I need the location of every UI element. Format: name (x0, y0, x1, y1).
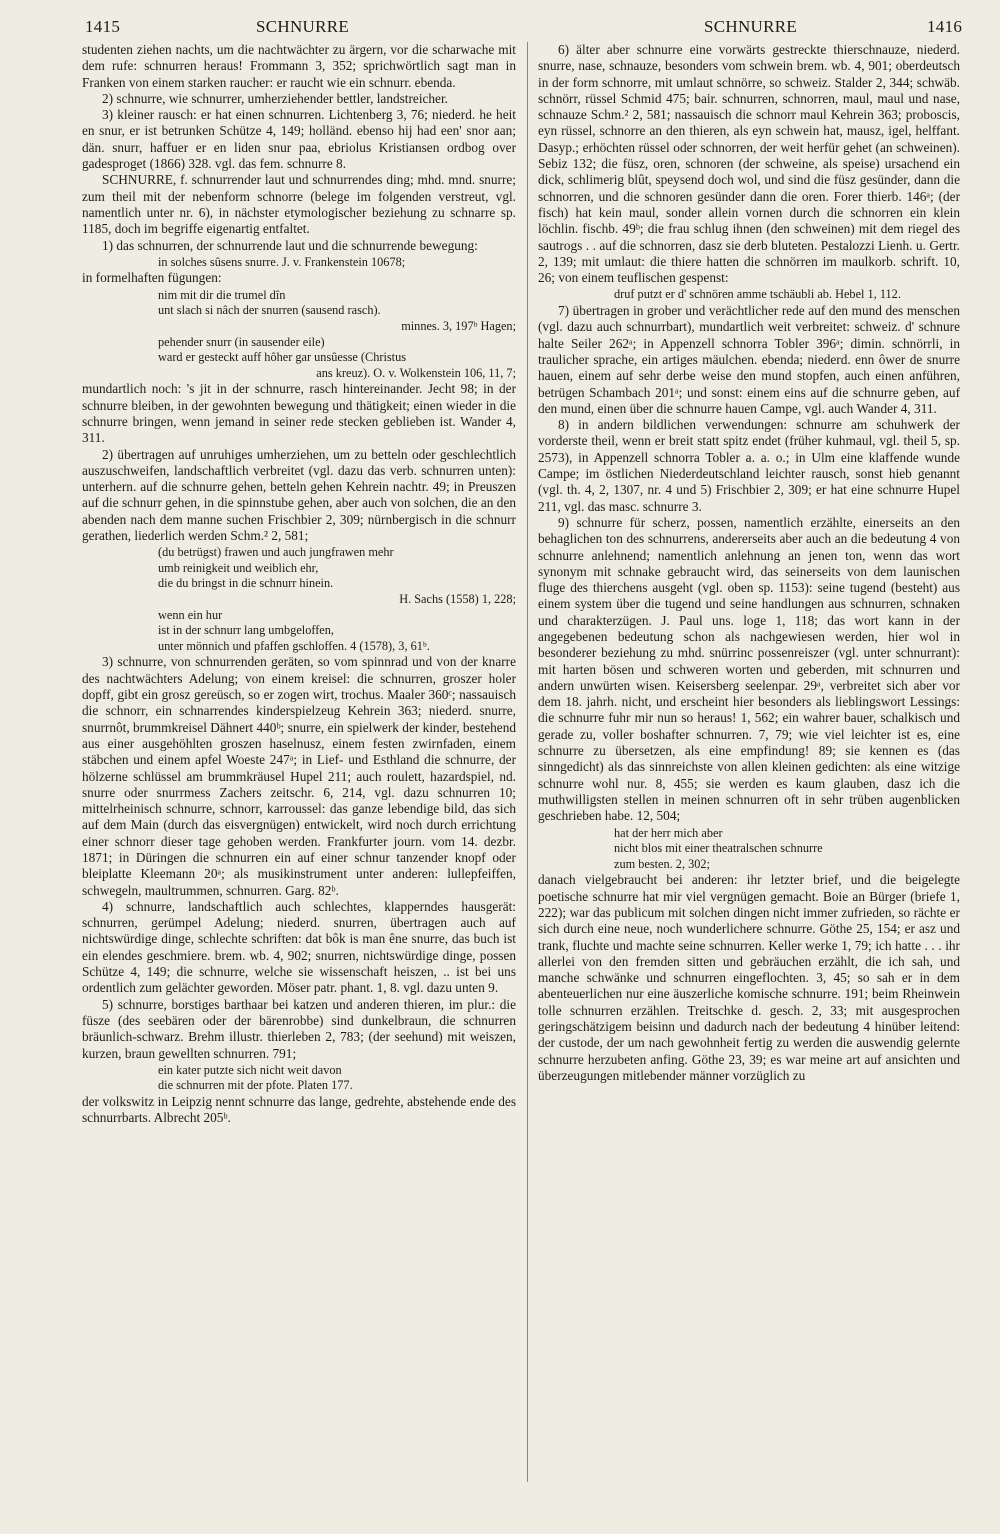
left-running-head: SCHNURRE (256, 17, 350, 36)
column-divider (527, 42, 528, 1482)
quotation-line: pehender snurr (in sausender eile) (158, 334, 325, 349)
quotation-line: unt slach si nâch der snurren (sausend rasch). (158, 303, 381, 318)
paragraph: in formelhaften fügungen: (82, 270, 222, 286)
paragraph: 2) schnurre, wie schnurrer, umherziehender bettler, landstreicher. (102, 90, 448, 106)
right-column (538, 42, 960, 1084)
quotation-line: ward er gesteckt auff hôher gar unsûesse (Christus (158, 350, 407, 365)
quotation-line: umb reinigkeit und weiblich ehr, (158, 560, 319, 575)
paragraph: mundartlich noch: 's jit in der schnurre, rasch hintereinander. Jecht 98; in der schnurre bleiben, in der gewohnten bewegung und thätigkeit; einen wieder in die schnurre bringen, wenn jemand in seiner rede stecken geblieben ist. Wander 4, 311. (82, 381, 516, 446)
paragraph: 5) schnurre, borstiges barthaar bei katzen und anderen thieren, im plur.: die füsze (des seebären oder der bärenrobbe) sind dunkelbraun, die schnurren bräunlich-schwarz. Brehm illustr. thierleben 2, 783; (der seehund) mit weiszen, kurzen, braun gewellten schnurren. 791; (82, 996, 516, 1061)
paragraph: studenten ziehen nachts, um die nachtwächter zu ärgern, vor die scharwache mit dem rufe: schnurren heraus! Frommann 3, 352; sprichwörtlich sagt man in Franken von einem starken raucher: er raucht wie ein schnurr. ebenda. (82, 42, 516, 90)
quotation-line: wenn ein hur (158, 607, 223, 622)
quotation-line: minnes. 3, 197ᵇ Hagen; (401, 318, 516, 333)
paragraph: 9) schnurre für scherz, possen, namentlich erzählte, einerseits an den behaglichen ton des schnurrens, andererseits aber auch an die bedeutung 4 von schnurre anlehnend; namentlich anlehnung an jenen ton, wenn das wort synonym mit schnake gebraucht wird, das seinerseits von dem launischen fluge des thierchens ausgeht (vgl. oben sp. 1153): seine tugend (besteht) aus einem system über die tugend und seine handlungen aus schnurren, schnaken und charakterzügen. J. Paul uns. loge 1, 118; das wort kann in der angegebenen bedeutung schon als nachgewiesen werden, hier wol in besonderer beziehung zu mhd. snürrinc possenreiszer (vgl. unter schnurrant): mit harten bösen und schweren worten und geberden, mit schnurren und andern unwürten wisen. Keisersberg seelenpar. 29ᵃ, verbreitet sich aber vor dem 18. jahrh. nicht, und erscheint hier besonders als lieblingswort Lessings: die schnurre fuhr mir nun so heraus! 1, 562; ein wahrer bauer, schalkisch und gerade zu, voller boshafter schnurren. 7, 79; wie viel leichter ist es, eine schnurre zu übersetzen, als eine empfindung! 89; sie kennen es (das sinngedicht) als das sinnreichste von allen kleinen gedichten: als eine witzige schnurre wohl nur. 8, 455; sie werden es kaum glauben, dasz ich die muthwilligsten stellen in meinen schnurren oft in sehr trüben augenblicken geschrieben habe. 12, 504; (538, 514, 960, 824)
paragraph: danach vielgebraucht bei anderen: ihr letzter brief, und die beigelegte poetische schnurre hat mir viel vergnügen gemacht. Boie an Bürger (briefe 1, 222); war das publicum mit solchen dingen nicht immer zufrieden, so rächte er sich durch eine neue, noch wunderlichere schnurre. Göthe 25, 154; er asz und trank, fluchte und machte seine schnurren. Keller werke 1, 79; ich hatte . . . ihr allerlei von den fremden sitten und gebräuchen erzählt, die ich sah, und manche schwänke und schnurren eingeflochten. 3, 45; so sah er in dem abenteuerlichen nur eine äuszerliche komische schnurre. 191; beim Rheinwein tolle schnurren erzählen. Treitschke d. gesch. 2, 33; mit ausgesprochen geringschätzigem beisinn und dadurch nach der bedeutung 4 hinüber leitend: der custode, der um nach gewohnheit fertig zu werden die auswendig gelernte schnurre herzubeten anfing. Göthe 23, 39; es war meine art auf ansichten und überzeugungen mitlebender männer vorzüglich zu (538, 872, 960, 1083)
quotation-line: ein kater putzte sich nicht weit davon (158, 1062, 342, 1077)
quotation-line: zum besten. 2, 302; (614, 856, 710, 871)
paragraph: 8) in andern bildlichen verwendungen: schnurre am schuhwerk der vorderste theil, wenn er breit statt spitz endet (früher kuhmaul, vgl. theil 5, sp. 2573), in Appenzell schnorra Tobler a. a. o.; in Ulm eine klaffende wunde Campe; im östlichen Niederdeutschland leichter rausch, sonst hieb genannt (vgl. th. 4, 2, 1307, nr. 4 und 5) Frischbier 2, 309; er hat eine schnurre Hupel 211, vgl. das masc. schnurre 3. (538, 417, 960, 514)
right-running-head: SCHNURRE (704, 17, 798, 36)
quotation-line: druf putzt er d' schnören amme tschäubli ab. Hebel 1, 112. (614, 287, 901, 302)
quotation-line: ans kreuz). O. v. Wolkenstein 106, 11, 7; (316, 365, 516, 380)
left-column (82, 42, 516, 1127)
quotation-line: (du betrügst) frawen und auch jungfrawen mehr (158, 545, 394, 560)
paragraph: 2) übertragen auf unruhiges umherziehen, um zu betteln oder geschlechtlich auszuschweifen, landschaftlich verbreitet (vgl. dazu das verb. schnurren unten): unterhern. auf die schnurre gehen, betteln gehen Kehrein nachtr. 49; in Preuszen auf die schnurr gehen, in die spinnstube gehen, aber auch von solchen, die an den abenden nach dem manne suchen Frischbier 2, 309; nürnbergisch in die schnurr gerathen, liederlich werden Schm.² 2, 581; (82, 446, 516, 543)
quotation-line: nicht blos mit einer theatralschen schnurre (614, 841, 823, 856)
quotation-line: in solches sûsens snurre. J. v. Frankenstein 10678; (158, 254, 406, 269)
quotation-line: ist in der schnurr lang umbgeloffen, (158, 623, 334, 638)
paragraph: SCHNURRE, f. schnurrender laut und schnurrendes ding; mhd. mnd. snurre; zum theil mit der nebenform schnorre (belege im folgenden verstreut, vgl. namentlich unter nr. 6), in nächster etymologischer beziehung zu schnarre sp. 1185, doch im begriffe eigenartig entfaltet. (82, 172, 516, 237)
left-page-number: 1415 (85, 17, 121, 36)
paragraph: 3) schnurre, von schnurrenden geräten, so vom spinnrad und von der knarre des nachtwächters Adelung; von einem kreisel: die schnurren, groszer holer dopff, gibt ein grosz gereüsch, so er zogen wirt, trochus. Maaler 360ᶜ; nassauisch die schnorr, ein schnarrendes kinderspielzeug Kehrein 363; niederd. snurre, snurrnôt, brummkreisel Dähnert 440ᵇ; snurre, ein spielwerk der kinder, bestehend aus einer ausgehöhlten groszen haselnusz, einem festen zwirnfaden, einem stäbchen und einem apfel Woeste 247ᵃ; in Lief- und Esthland die schnurre, der hölzerne schlüssel am brummkräusel Hupel 211; auch roulett, hazardspiel, nd. snurre oder snurrmess Zachers zeitschr. 6, 214, vgl. dazu schnurren 10; mittelrheinisch schnurre, schnorr, karroussel: das ganze lebendige bild, das sich auf dem Main (durch das eisvergnügen) entwickelt, wird noch durch errichtung einer schnorr dieser tage gehoben werden. Frankfurter journ. vom 14. dezbr. 1871; in Düringen die schnurren ein auf einer schnur tanzender knopf oder bleiplatte Kleemann 20ᵃ; als musikinstrument unter anderen: lullepfeiffen, schwegeln, maultrummen, schnurren. Garg. 82ᵇ. (82, 654, 516, 898)
quotation-line: nim mit dir die trumel dîn (158, 287, 286, 302)
paragraph: 7) übertragen in grober und verächtlicher rede auf den mund des menschen (vgl. dazu auch schnurrbart), mundartlich weit verbreitet: schweiz. d' schnure halte Seiler 262ᵃ; in Appenzell schnorra Tobler 396ᵃ; dimin. schnörrli, in traulicher sprache, ein artiges mäulchen. ebenda; niederd. enn ôwer de snurre hauen, einem auf sehr derbe weise den mund stopfen, auch einen anführen, betrügen Schambach 201ᵃ; und sonst: einem eins auf die schnurre geben, auf den mund, einen über die schnurre hauen Campe, vgl. auch Wander 4, 311. (538, 303, 960, 416)
quotation-line: die schnurren mit der pfote. Platen 177. (158, 1078, 353, 1093)
quotation-line: hat der herr mich aber (614, 825, 723, 840)
paragraph: 1) das schnurren, der schnurrende laut und die schnurrende bewegung: (102, 237, 478, 253)
paragraph: der volkswitz in Leipzig nennt schnurre das lange, gedrehte, abstehende ende des schnurrbarts. Albrecht 205ᵇ. (82, 1094, 516, 1126)
quotation-line: die du bringst in die schnurr hinein. (158, 576, 334, 591)
right-page-number: 1416 (927, 17, 963, 36)
paragraph: 4) schnurre, landschaftlich auch schlechtes, klapperndes hausgerät: schnurren, gerümpel Adelung; niederd. snurren, übertragen auch auf nichtswürdige dinge, schlechte schriften: dat bôk is man êne snurre, das buch ist ein elendes geschmiere. brem. wb. 4, 902; snurren, nichtswürdige dinge, possen Schütze 4, 149; die schnurre, welche sie wissenschaft heiszen, .. ist bei uns ordentlich zum gelächter geworden. Möser patr. phant. 1, 8. vgl. dazu unten 9. (82, 898, 516, 996)
quotation-line: unter mönnich und pfaffen gschloffen. 4 (1578), 3, 61ᵇ. (158, 638, 430, 653)
quotation-line: H. Sachs (1558) 1, 228; (399, 592, 516, 607)
paragraph: 3) kleiner rausch: er hat einen schnurren. Lichtenberg 3, 76; niederd. he heit en snur, er ist betrunken Schütze 4, 149; holländ. ebenso hij had een' snor aan; dän. snurr, haffuer er en liden snur paa, ebriolus Kristiansen ordbog over gadesproget (1866) 328. vgl. das fem. schnurre 8. (82, 107, 516, 172)
paragraph: 6) älter aber schnurre eine vorwärts gestreckte thierschnauze, niederd. snurre, nase, schnauze, besonders vom schwein brem. wb. 4, 901; oberdeutsch in der form schnorre, mit umlaut schnörre, so schweiz. Stalder 2, 344; schwäb. schnörr, rüssel Schmid 475; bair. schnurren, schnorren, maul, maul und nase, schnauze Schm.² 2, 581; nassauisch die schnorr maul Kehrein 363; proboscis, eyn rüssel, schnorre an den thieren, als eyn schwein hat, mausz, igel, helffant. Dasyp.; erhöchten rüssel oder schnorren, der weit herfür gehet (an schweinen). Sebiz 132; die füsz, oren, schnoren (der schweine, als speise) ursachend ein dick, schlimerig blût, speysend doch wol, und sind die füsz gesünder, dann die schnorren, und die schnoren gesünder dann die oren. Forer thierb. 146ᵃ; (der fisch) hat kein maul, sonder allein vornen durch die schnorren ein klein löchlin. fischb. 49ᵇ; die frau schlug ihnen (den schweinen) mit dem riegel des sautrogs . . auf die schnorren, dasz sie derb bluteten. Pestalozzi Lienh. u. Gertr. 2, 139; mit umlaut: die thiere hatten die schnörren im maulkorb. schrift. 10, 26; von einem teuflischen gespenst: (538, 42, 960, 286)
